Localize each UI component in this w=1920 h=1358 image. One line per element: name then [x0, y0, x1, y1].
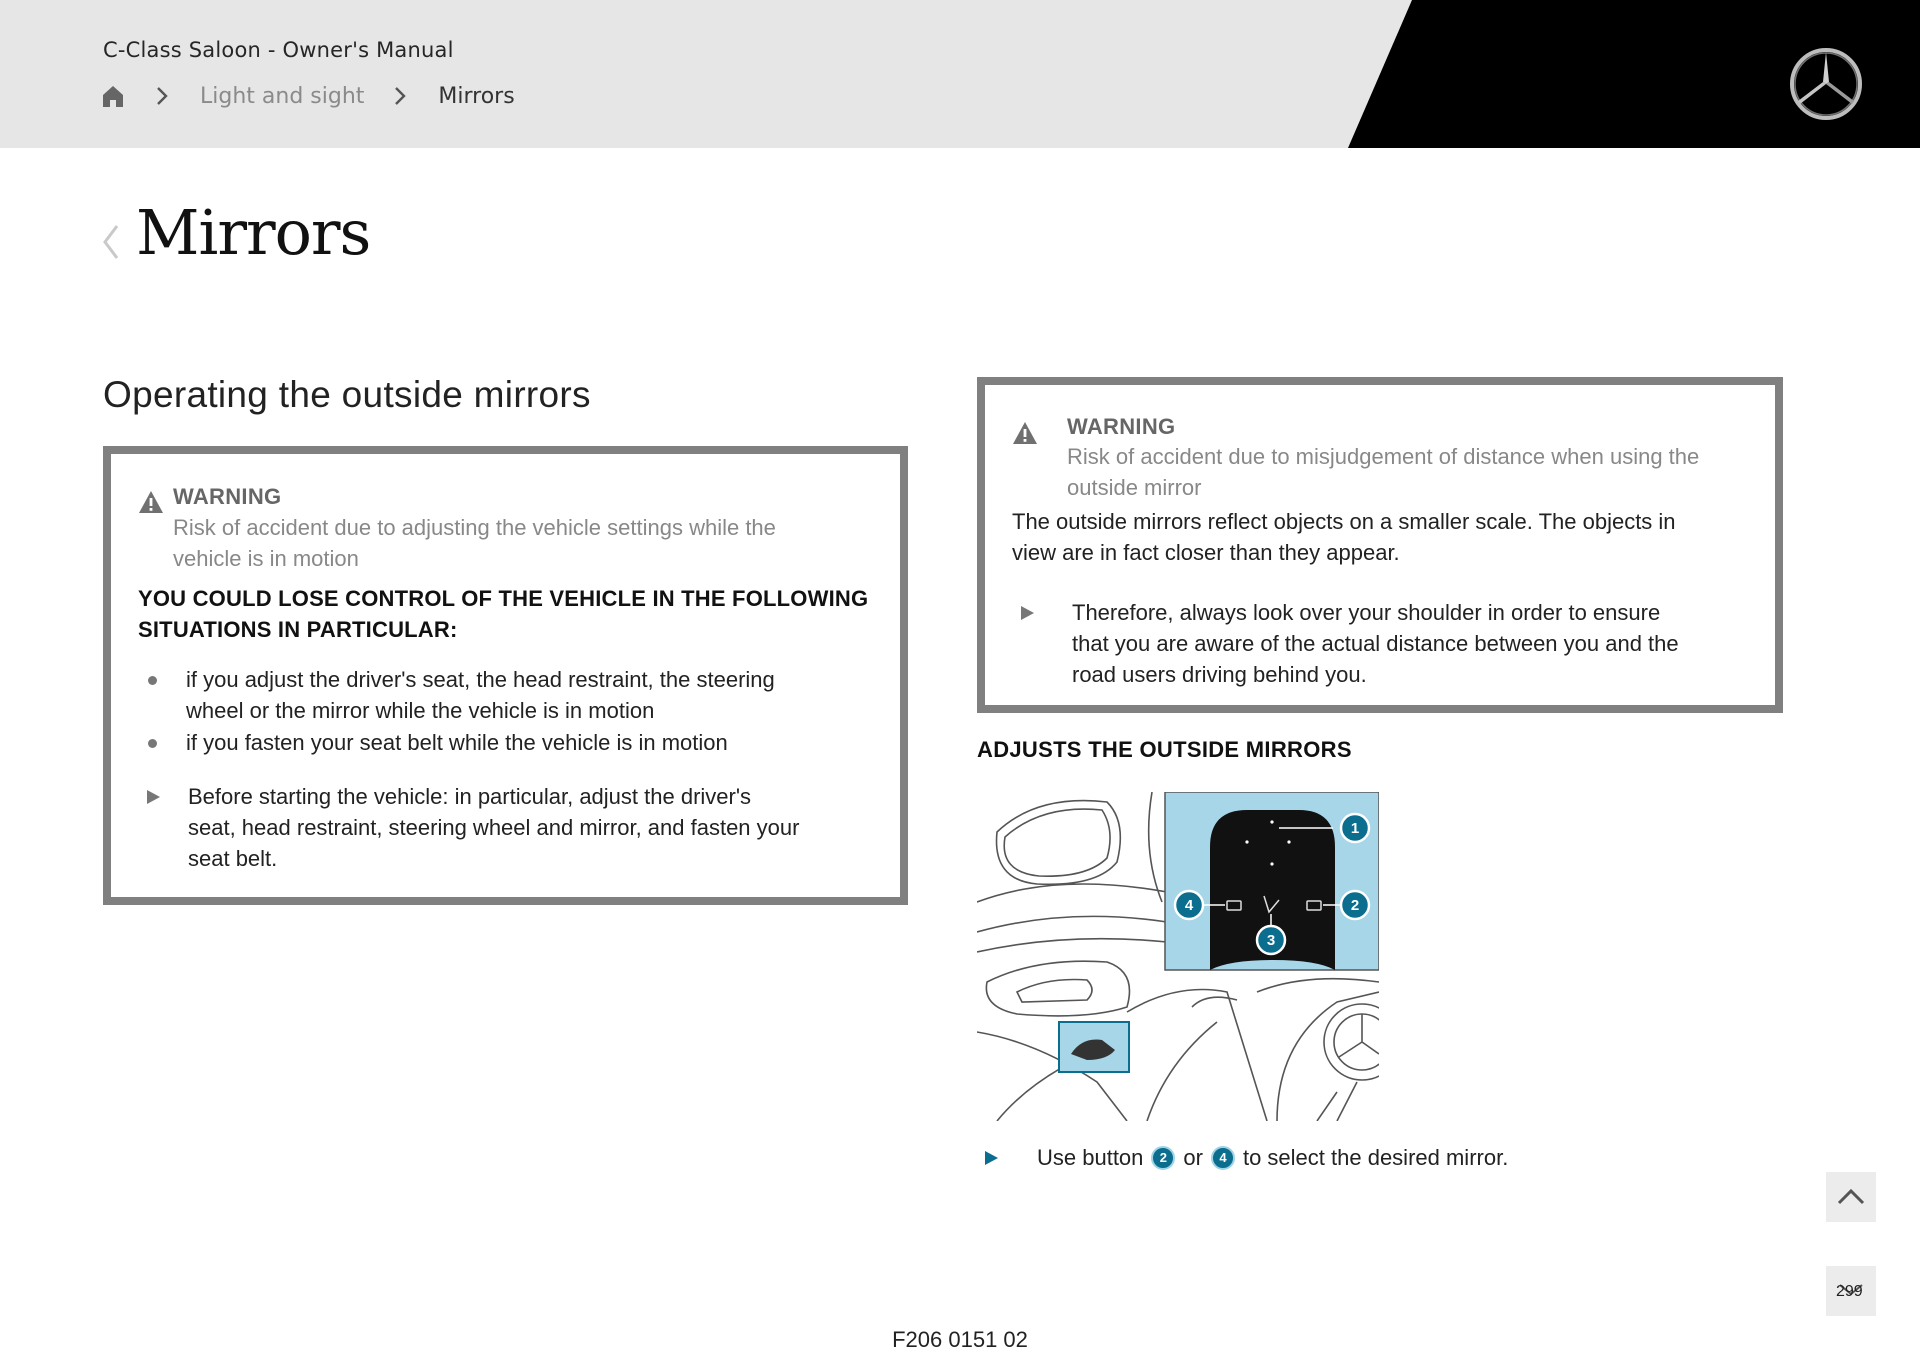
action-arrow-icon [147, 790, 160, 804]
warning-subtitle-line2: vehicle is in motion [173, 546, 359, 571]
instruction-prefix: Use button [1037, 1145, 1144, 1170]
badge-button-4: 4 [1211, 1146, 1235, 1170]
chevron-up-icon [1826, 1172, 1876, 1222]
page-number: 299 [1836, 1283, 1863, 1300]
warning-body-line2: view are in fact closer than they appear. [1012, 540, 1400, 565]
action-line2: that you are aware of the actual distance between you and the [1072, 631, 1679, 656]
chevron-right-icon [152, 85, 172, 107]
callout-1: 1 [1350, 820, 1360, 837]
callout-3: 3 [1266, 932, 1276, 949]
mercedes-star-logo [1788, 46, 1864, 122]
home-icon[interactable] [100, 83, 126, 109]
section-heading: Operating the outside mirrors [103, 374, 591, 415]
instruction-row [985, 1142, 1508, 1174]
subheading-adjusts-mirrors: ADJUSTS THE OUTSIDE MIRRORS [977, 737, 1352, 762]
warning-subtitle-line2: outside mirror [1067, 475, 1202, 500]
warning-label: WARNING [1067, 414, 1176, 439]
warning-subtitle-line1: Risk of accident due to misjudgement of distance when using the [1067, 444, 1700, 469]
warning-box-mirror-distance [977, 377, 1783, 713]
instruction-mid: or [1183, 1145, 1203, 1170]
chevron-right-icon [390, 85, 410, 107]
bullet-item-2-line1: if you fasten your seat belt while the vehicle is in motion [186, 730, 728, 755]
breadcrumb-link-light-and-sight[interactable]: Light and sight [200, 83, 365, 109]
action-line1: Before starting the vehicle: in particular, adjust the driver's [188, 784, 752, 809]
action-line3: road users driving behind you. [1072, 662, 1367, 687]
warning-caps-line1: YOU COULD LOSE CONTROL OF THE VEHICLE IN THE FOLLOWING [138, 586, 869, 611]
scroll-to-top-button[interactable] [1826, 1172, 1876, 1222]
action-arrow-icon [1021, 606, 1034, 620]
callout-4: 4 [1184, 897, 1194, 914]
action-line1: Therefore, always look over your shoulder in order to ensure [1072, 600, 1661, 625]
action-line3: seat belt. [188, 846, 278, 871]
instruction-suffix: to select the desired mirror. [1242, 1145, 1509, 1170]
door-mirror-control-illustration [977, 792, 1379, 1121]
bullet-dot [148, 739, 157, 748]
callout-2: 2 [1350, 897, 1360, 914]
warning-caps-line2: SITUATIONS IN PARTICULAR: [138, 617, 458, 642]
warning-triangle-icon [1012, 421, 1038, 445]
warning-box-adjusting-settings [103, 446, 908, 905]
breadcrumb [100, 80, 515, 112]
warning-body-line1: The outside mirrors reflect objects on a smaller scale. The objects in [1012, 509, 1676, 534]
bullet-dot [148, 676, 157, 685]
warning-subtitle-line1: Risk of accident due to adjusting the vehicle settings while the [173, 515, 776, 540]
breadcrumb-current: Mirrors [438, 83, 515, 109]
back-chevron-icon[interactable] [100, 222, 122, 262]
header-black-accent [0, 0, 1920, 148]
page-title: Mirrors [136, 196, 371, 269]
bullet-item-1-line2: wheel or the mirror while the vehicle is in motion [186, 698, 655, 723]
warning-label: WARNING [173, 484, 282, 509]
document-title: C-Class Saloon - Owner's Manual [103, 38, 454, 62]
page-header [0, 0, 1920, 148]
action-arrow-icon [985, 1151, 998, 1165]
warning-triangle-icon [138, 490, 164, 514]
badge-button-2: 2 [1151, 1146, 1175, 1170]
bullet-item-1-line1: if you adjust the driver's seat, the head restraint, the steering [186, 667, 775, 692]
action-line2: seat, head restraint, steering wheel and mirror, and fasten your [188, 815, 800, 840]
footer-figure-code: F206 0151 02 [892, 1327, 1028, 1352]
